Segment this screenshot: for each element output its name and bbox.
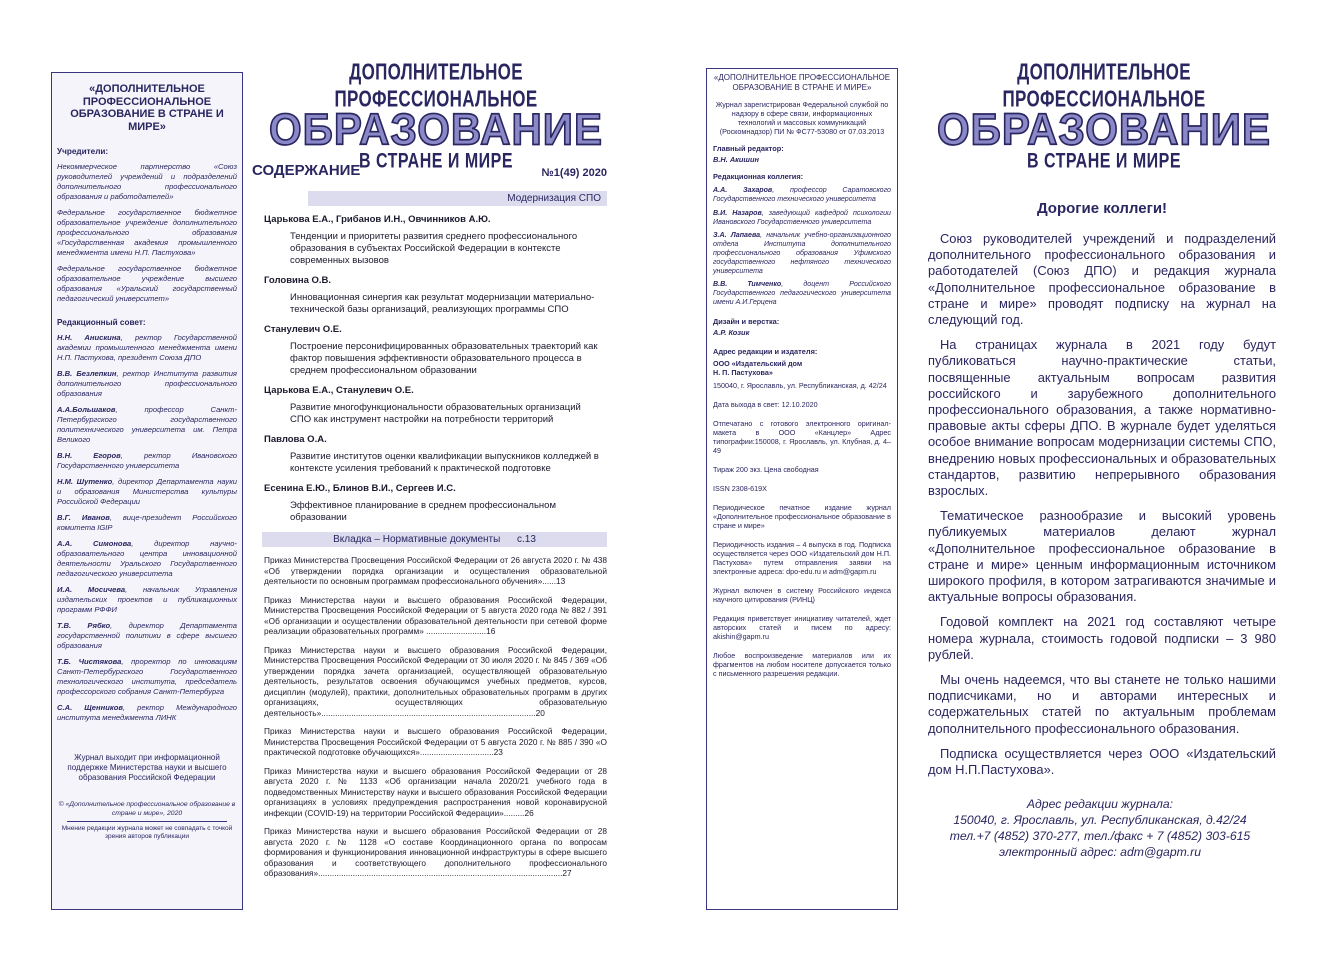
address-email: электронный адрес: adm@gapm.ru: [999, 845, 1201, 859]
board-member-name: В.И. Назаров: [713, 208, 762, 217]
document-entry: Приказ Министерства науки и высшего образования Российской Федерации, Министерства Просвещения Российской Федерации от 5 августа 2020 года № 882 / 391 «Об организации и осуществлении образовательной деятельности при сетевой форме реализации образовательных программ» ..........................16: [264, 594, 607, 636]
feedback-info: Редакция приветствует инициативу читателей, ждет авторских статей и писем по адресу: akishin@gapm.ru: [713, 613, 891, 641]
article-authors: Павлова О.А.: [264, 434, 327, 445]
print-info: Отпечатано с готового электронного оригинал-макета в ООО «Канцлер» Адрес типографии:150008, г. Ярославль, ул. Клубная, д. 4–49: [713, 418, 891, 455]
board-member-name: А.А. Захаров: [713, 186, 773, 195]
journal-title-right: [930, 59, 1278, 173]
article-title: Эффективное планирование в среднем профессиональном образовании: [290, 500, 556, 523]
council-member-name: Н.Н. Анискина: [57, 333, 121, 342]
article-title: Развитие многофункциональности образовательных организаций СПО как инструмент настройки на потребности территорий: [290, 402, 581, 425]
title-line-2: ОБРАЗОВАНИЕ: [268, 104, 604, 155]
contents-header: [252, 162, 607, 179]
letter-paragraph: Подписка осуществляется через ООО «Издательский дом Н.П.Пастухова».: [928, 745, 1276, 778]
letter-heading: Дорогие коллеги!: [1036, 200, 1168, 217]
council-member-role: , проректор по инновациям Санкт-Петербургского Государственного технологического института, председатель профессорского собрания Санкт-Петербурга: [57, 657, 237, 696]
release-date: Дата выхода в свет: 12.10.2020: [713, 399, 818, 409]
section-bar: Модернизация СПО: [308, 191, 607, 206]
board-member-name: В.В. Тимченко: [713, 280, 782, 289]
board-member: [713, 280, 891, 306]
article-title: Инновационная синергия как результат модернизации материально-технической базы организаций, реализующих программы СПО: [290, 292, 595, 315]
section-bar: Вкладка – Нормативные документы с.13: [262, 532, 607, 547]
council-member-role: , ректор Государственной академии промышленного менеджмента имени Н.П. Пастухова, президент Союза ДПО: [57, 333, 237, 362]
council-member: [57, 703, 237, 723]
table-of-contents: [252, 162, 607, 879]
imprint-box: [706, 68, 898, 910]
council-member-name: А.А. Симонова: [57, 539, 132, 548]
publisher-line-2: Н. П. Пастухова»: [713, 368, 773, 378]
board-member-role: , начальник учебно-организационного отдела Института дополнительного профессионального образования Уфимского государственного нефтяного технического университета: [713, 231, 891, 275]
title-line-1: ДОПОЛНИТЕЛЬНОЕ ПРОФЕССИОНАЛЬНОЕ: [1002, 59, 1206, 112]
council-member-name: В.Н. Егоров: [57, 451, 121, 460]
divider: [67, 821, 227, 822]
article-authors: Царькова Е.А., Грибанов И.Н., Овчинников А.Ю.: [264, 214, 491, 225]
board-member-role: , доцент Российского Государственного педагогического университета имени А.И.Герцена: [713, 280, 891, 306]
imprint-masthead: «ДОПОЛНИТЕЛЬНОЕ ПРОФЕССИОНАЛЬНОЕ ОБРАЗОВАНИЕ В СТРАНЕ И МИРЕ»: [713, 73, 891, 92]
publisher-address: 150040, г. Ярославль, ул. Республиканская, д. 42/24: [713, 380, 887, 390]
council-member-role: , директор Департамента государственной политики в сфере высшего образования: [57, 621, 237, 650]
title-line-3: В СТРАНЕ И МИРЕ: [1026, 149, 1182, 173]
article-title: Развитие институтов оценки квалификации выпускников колледжей в контексте усиления требований к практической подготовке: [290, 451, 599, 474]
letter-paragraph: Тематическое разнообразие и высокий уровень публикуемых материалов делают журнал «Дополнительное профессиональное образование в стране и мире» ценным информационным источником широкого профиля, в котором затрагиваются значимые и актуальные вопросы образования.: [928, 508, 1276, 605]
article-authors: Царькова Е.А., Станулевич О.Е.: [264, 385, 414, 396]
council-member-name: Т.В. Рябко: [57, 621, 111, 630]
sidebar-masthead: «ДОПОЛНИТЕЛЬНОЕ ПРОФЕССИОНАЛЬНОЕ ОБРАЗОВАНИЕ В СТРАНЕ И МИРЕ»: [70, 83, 224, 133]
reproduction-info: Любое воспроизведение материалов или их фрагментов на любом носителе допускается только с письменного разрешения редакции.: [713, 650, 891, 678]
founder-item: Некоммерческое партнерство «Союз руководителей учреждений и подразделений дополнительного профессионального образования и работодателей»: [57, 162, 237, 201]
issn: ISSN 2308-619X: [713, 483, 767, 493]
council-member-role: , ректор Института развития дополнительного профессионального образования: [57, 369, 237, 398]
article-authors: Станулевич О.Е.: [264, 324, 342, 335]
address-heading: Адрес редакции журнала:: [1026, 797, 1174, 811]
title-line-2: ОБРАЗОВАНИЕ: [936, 104, 1272, 155]
periodical-info: Периодическое печатное издание журнал «Дополнительное профессиональное образование в стране и мире»: [713, 502, 891, 530]
letter-paragraph: Мы очень надеемся, что вы станете не только нашими подписчиками, но и авторами интересных и содержательных статей по актуальным проблемам дополнительного профессионального образования.: [928, 672, 1276, 736]
council-member: [57, 451, 237, 471]
board-list: [713, 186, 891, 307]
council-member: [57, 657, 237, 697]
council-label: Редакционный совет:: [57, 318, 146, 327]
rinc-info: Журнал включен в систему Российского индекса научного цитирования (РИНЦ): [713, 585, 891, 604]
article-title: Тенденции и приоритеты развития среднего профессионального образования в субъектах Российской Федерации в контексте современных вызовов: [290, 231, 578, 266]
board-member: [713, 186, 891, 204]
letter-paragraph: Годовой комплект на 2021 год составляют четыре номера журнала, стоимость годовой подписки – 3 980 рублей.: [928, 614, 1276, 662]
document-entry: Приказ Министерства науки и высшего образования Российской Федерации, Министерства Просвещения Российской Федерации от 30 июля 2020 г. № 845 / 369 «Об утверждении порядка зачета организацией, осуществляющей образовательную деятельность, результатов освоения обучающимся учебных предметов, курсов, дисциплин (модулей), практики, дополнительных образовательных программ в других организациях, осуществляющих образовательную деятельность».............................................................................................20: [264, 644, 607, 718]
council-member-name: В.Г. Иванов: [57, 513, 110, 522]
document-entry: Приказ Министерства науки и высшего образования Российской Федерации от 28 августа 2020 г. № 1128 «О составе Координационного органа по вопросам формирования и функционирования инновационной инфраструктуры в сфере высшего образования и соответствующего дополнительного профессионального образования»..........................................................................................................27: [264, 826, 607, 878]
council-member-role: , ректор Ивановского Государственного университета: [57, 451, 237, 470]
council-member-name: С.А. Щенников: [57, 703, 123, 712]
contents-heading: СОДЕРЖАНИЕ: [252, 162, 361, 179]
support-note: Журнал выходит при информационной поддержке Министерства науки и высшего образования Российской Федерации: [67, 753, 227, 782]
board-member: [713, 231, 891, 275]
article-title: Построение персонифицированных образовательных траекторий как фактор повышения эффективности образовательного процесса в среднем профессиональном образовании: [290, 341, 598, 376]
founders-label: Учредители:: [57, 147, 109, 156]
document-entry: Приказ Министерства науки и высшего образования Российской Федерации от 28 августа 2020 г. № 1133 «Об организации начала 2020/21 учебного года в подведомственных Министерству науки и высшего образования Российской Федерации организациях в условиях предупреждения распространения новой коронавирусной инфекции (COVID-19) на территории Российской Федерации».........26: [264, 765, 607, 818]
council-member: [57, 333, 237, 363]
board-member-role: , профессор Саратовского Государственного технического университета: [713, 186, 891, 203]
council-member-role: , начальник Управления издательских проектов и публикационных программ РФФИ: [57, 585, 238, 614]
council-list: [57, 333, 237, 723]
council-member: [57, 405, 237, 445]
council-member: [57, 477, 237, 507]
chief-label: Главный редактор:: [713, 144, 784, 154]
address-phones: тел.+7 (4852) 370-277, тел./факс + 7 (4852) 303-615: [949, 829, 1251, 843]
founder-item: Федеральное государственное бюджетное образовательное учреждение высшего образования «Уральский государственный педагогический университет»: [57, 264, 237, 303]
address-label: Адрес редакции и издателя:: [713, 346, 818, 356]
council-member-role: , директор научно-образовательного центра инновационной деятельности Уральского Государственного педагогического университета: [57, 539, 237, 578]
council-member: [57, 621, 237, 651]
council-member-role: , ректор Международного института менеджмента ЛИНК: [57, 703, 237, 722]
council-member: [57, 369, 237, 399]
article-list: [252, 214, 607, 524]
council-member: [57, 513, 237, 533]
founder-item: Федеральное государственное бюджетное образовательное учреждение дополнительного профессионального образования «Государственная академия промышленного менеджмента имени Н.П. Пастухова»: [57, 208, 237, 257]
council-member-name: В.В. Безлепкин: [57, 369, 117, 378]
registration: Журнал зарегистрирован Федеральной службой по надзору в сфере связи, информационных технологий и массовых коммуникаций (Роскомнадзор) ПИ № ФС77-53080 от 07.03.2013: [715, 100, 889, 137]
document-entry: Приказ Министерства Просвещения Российской Федерации от 26 августа 2020 г. № 438 «Об утверждении порядка организации и осуществления образовательной деятельности по основным программам профессионального обучения»......13: [264, 555, 607, 586]
council-member-role: , профессор Санкт-Петербургского государственного политехнического университета им. Петра Великого: [57, 405, 237, 444]
letter-paragraph: Союз руководителей учреждений и подразделений дополнительного профессионального образования и работодателей (Союз ДПО) и редакция журнала «Дополнительное профессиональное образование в стране и мире» проводят подписку на журнал на следующий год.: [928, 231, 1276, 328]
board-label: Редакционная коллегия:: [713, 172, 804, 182]
letter-paragraph: На страницах журнала в 2021 году будут публиковаться научно-практические статьи, посвященные актуальным вопросам развития российского и зарубежного дополнительного профессионального образования, а также нормативно-правовые акты сферы ДПО. В журнале будет уделяться особое внимание вопросам модернизации системы СПО, внедрению новых профессиональных и образовательных стандартов, развитию непрерывного образования взрослых.: [928, 337, 1276, 499]
opinion-note: Мнение редакции журнала может не совпадать с точкой зрения авторов публикации: [61, 825, 233, 840]
title-line-1: ДОПОЛНИТЕЛЬНОЕ ПРОФЕССИОНАЛЬНОЕ: [334, 59, 538, 112]
masthead-sidebar: [51, 72, 243, 910]
council-member-name: Н.М. Шутенко: [57, 477, 113, 486]
frequency-info: Периодичность издания – 4 выпуска в год. Подписка осуществляется через ООО «Издательский дом Н.П. Пастухова» путем отправления заявки на электронные адреса: dpo-edu.ru и adm@gapm.ru: [713, 539, 891, 576]
circulation: Тираж 200 экз. Цена свободная: [713, 464, 819, 474]
letter: [928, 200, 1276, 778]
council-member-role: , вице-президент Российского комитета IGIP: [57, 513, 237, 532]
design-label: Дизайн и верстка:: [713, 316, 780, 326]
document-entry: Приказ Министерства науки и высшего образования Российской Федерации, Министерства Просвещения Российской Федерации от 5 августа 2020 г. № 885 / 390 «О практической подготовке обучающихся»................................23: [264, 726, 607, 757]
council-member-name: А.А.Большаков: [57, 405, 116, 414]
board-member-name: З.А. Лапаева: [713, 231, 761, 240]
council-member-name: И.А. Мосичева: [57, 585, 126, 594]
article-authors: Головина О.В.: [264, 275, 332, 286]
council-member: [57, 585, 237, 615]
board-member: [713, 209, 891, 227]
address-street: 150040, г. Ярославль, ул. Республиканская, д.42/24: [953, 813, 1247, 827]
issue-number: №1(49) 2020: [541, 167, 607, 179]
article-authors: Есенина Е.Ю., Блинов В.И., Сергеев И.С.: [264, 483, 456, 494]
title-line-3: В СТРАНЕ И МИРЕ: [358, 149, 514, 173]
board-member-role: , заведующий кафедрой психологии Ивановского Государственного университета: [713, 208, 891, 226]
document-list: [252, 555, 607, 879]
council-member-name: Т.Б. Чистякова: [57, 657, 122, 666]
council-member: [57, 539, 237, 579]
editorial-address: [928, 796, 1272, 860]
council-member-role: , директор Департамента науки и образования Министерства культуры Российской Федерации: [57, 477, 238, 506]
publisher-line-1: ООО «Издательский дом: [713, 358, 803, 368]
copyright: © «Дополнительное профессиональное образование в стране и мире», 2020: [58, 801, 236, 817]
designer: А.Р. Козик: [713, 327, 750, 337]
chief-editor: В.Н. Акишин: [713, 155, 759, 165]
